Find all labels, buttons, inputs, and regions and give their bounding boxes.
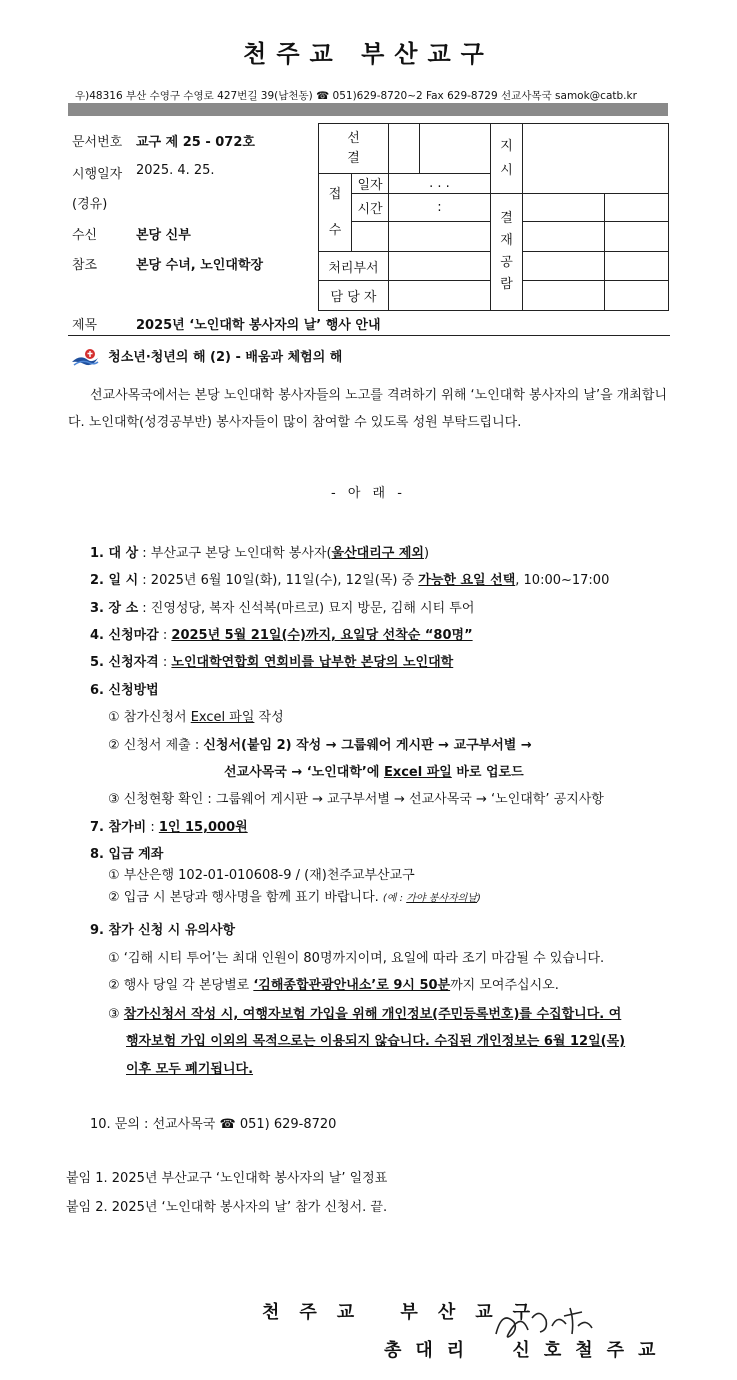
seongyeol-blank: [389, 124, 491, 174]
signature-title: 총대리: [384, 1340, 479, 1361]
notes-line-2-underline: ‘김해종합관광안내소’로 9시 50분: [253, 978, 451, 993]
notes-line-3-l3: 이후 모두 폐기됩니다.: [126, 1062, 254, 1077]
seongyeol-cell: 선 결: [319, 124, 389, 174]
address-line: 우)48316 부산 수영구 수영로 427번길 39(남천동) ☎ 051)629-8720~2 Fax 629-8729 선교사목국 samok@catb.kr: [75, 90, 637, 102]
signature-name: 신호철: [512, 1340, 607, 1361]
approval-slot-1: [523, 194, 605, 222]
item-notes: [90, 919, 235, 938]
date-value: 2025. 4. 25.: [136, 163, 215, 178]
item-method: [90, 679, 159, 698]
account-note-a: (예 :: [382, 893, 407, 904]
jeopsu-blank-2: [389, 222, 491, 252]
ilja-label: 일자: [352, 174, 389, 194]
item-datetime-text: : 2025년 6월 10일(화), 11일(수), 12일(목) 중: [138, 573, 419, 588]
below-marker: - 아 래 -: [331, 486, 406, 501]
account-line-2-text: ② 입금 시 본당과 행사명을 함께 표기 바랍니다.: [108, 890, 379, 905]
item-notes-label: 9. 참가 신청 시 유의사항: [90, 923, 236, 938]
approval-slot-8: [605, 281, 669, 311]
intro-paragraph: 선교사목국에서는 본당 노인대학 봉사자들의 노고를 격려하기 위해 ‘노인대학 봉사자의 날’을 개최합니다. 노인대학(성경공부반) 봉사자들이 많이 참여할 수 있도록 성원 부탁드립니다.: [68, 388, 668, 430]
item-fee: 7. 참가비 : 1인 15,000원: [90, 820, 248, 835]
doc-number-label: 문서번호: [72, 135, 123, 150]
via-label: (경유): [72, 197, 108, 212]
item-account: [90, 843, 163, 862]
method-step-2-bold: 신청서(붙임 2) 작성 → 그룹웨어 게시판 → 교구부서별 →: [203, 738, 532, 753]
item-datetime-underline: 가능한 요일 선택: [418, 573, 516, 588]
item-place-label: 3. 장 소: [90, 601, 139, 616]
jeopsu-blank-1: [352, 222, 389, 252]
account-note-b: ): [477, 893, 481, 904]
diocese-emblem-icon: [70, 348, 100, 368]
date-dots: . . .: [389, 174, 491, 194]
method-step-2d: 바로 업로드: [451, 765, 524, 780]
account-line-1: ① 부산은행 102-01-010608-9 / (재)천주교부산교구: [108, 868, 415, 883]
account-note: [383, 893, 481, 904]
method-step-2: [108, 734, 532, 753]
recipient-value: 본당 신부: [136, 228, 191, 243]
item-target-end: ): [423, 546, 430, 561]
item-account-label: 8. 입금 계좌: [90, 847, 164, 862]
motto-row: [70, 346, 342, 368]
time-colon: :: [389, 194, 491, 222]
reference-row: [72, 254, 264, 273]
approval-slot-5: [523, 252, 605, 281]
item-fee-underline: 1인 15,000원: [158, 820, 248, 835]
approval-stamp-table: [318, 123, 669, 311]
item-target-label: 1. 대 상: [90, 546, 139, 561]
method-step-2c: 선교사목국 → ‘노인대학’에: [224, 765, 384, 780]
subject-label: 제목: [72, 318, 98, 333]
approval-slot-4: [605, 222, 669, 252]
notes-line-3: [108, 1003, 621, 1022]
notes-line-1: ① ‘김해 시티 투어’는 최대 인원이 80명까지이며, 요일에 따라 조기 마감될 수 있습니다.: [108, 951, 605, 966]
item-deadline: 4. 신청마감 : 2025년 5월 21일(수)까지, 요일당 선착순 “80명”: [90, 628, 473, 643]
approval-slot-6: [605, 252, 669, 281]
notes-line-2-text: ② 행사 당일 각 본당별로: [108, 978, 254, 993]
notes-line-3-l1: 참가신청서 작성 시, 여행자보험 가입을 위해 개인정보(주민등록번호)를 수집합니다. 여: [123, 1007, 622, 1022]
recipient-label: 수신: [72, 228, 98, 243]
reference-label: 참조: [72, 258, 98, 273]
person-in-charge-value: [389, 281, 491, 311]
approval-slot-3: [523, 222, 605, 252]
notes-line-3-num: ③: [108, 1007, 124, 1022]
item-contact: 10. 문의 : 선교사목국 ☎ 051) 629-8720: [90, 1117, 337, 1132]
notes-line-3-cont2: [126, 1058, 253, 1077]
approval-slot-2: [605, 194, 669, 222]
jeopsu-cell: 접 수: [319, 174, 352, 252]
method-step-2-cont: [224, 761, 524, 780]
account-note-underline: 가야 봉사자의날: [406, 893, 478, 904]
item-place-text: : 진영성당, 복자 신석복(마르코) 묘지 방문, 김해 시티 투어: [138, 601, 475, 616]
item-method-label: 6. 신청방법: [90, 683, 159, 698]
recipient-row: [72, 224, 191, 243]
processing-dept-label: 처리부서: [319, 252, 389, 281]
doc-number-row: [72, 131, 255, 150]
item-deadline-underline: 2025년 5월 21일(수)까지, 요일당 선착순 “80명”: [171, 628, 473, 643]
signature-suffix: 주교: [606, 1340, 670, 1361]
method-step-1: [108, 706, 284, 725]
account-line-2: [108, 886, 481, 905]
item-datetime: [90, 569, 609, 588]
item-target: [90, 542, 429, 561]
sigan-label: 시간: [352, 194, 389, 222]
item-target-underline: 울산대리구 제외: [331, 546, 424, 561]
motto-text: 청소년·청년의 해 (2) - 배움과 체험의 해: [108, 350, 343, 365]
method-step-2-text: ② 신청서 제출 :: [108, 738, 204, 753]
person-in-charge-label: 담 당 자: [319, 281, 389, 311]
subject-value: 2025년 ‘노인대학 봉사자의 날’ 행사 안내: [136, 318, 381, 333]
item-place: [90, 597, 474, 616]
method-step-3: ③ 신청현황 확인 : 그룹웨어 게시판 → 교구부서별 → 선교사목국 → ‘노인대학’ 공지사항: [108, 792, 604, 807]
attachment-1: 붙임 1. 2025년 부산교구 ‘노인대학 봉사자의 날’ 일정표: [66, 1171, 388, 1186]
notes-line-2-end: 까지 모여주십시오.: [450, 978, 559, 993]
item-datetime-end: , 10:00~17:00: [515, 573, 610, 588]
approval-slot-7: [523, 281, 605, 311]
signature-org: 천주교 부산교구: [262, 1302, 550, 1323]
item-deadline-label: 4. 신청마감: [90, 628, 159, 643]
method-step-1-text: ① 참가신청서: [108, 710, 191, 725]
page-title: 천주교 부산교구: [243, 40, 494, 68]
handwritten-signature-icon: [488, 1300, 608, 1350]
reference-value: 본당 수녀, 노인대학장: [136, 258, 264, 273]
subject-rule: [68, 335, 670, 336]
processing-dept-value: [389, 252, 491, 281]
notes-line-2: [108, 974, 559, 993]
date-label: 시행일자: [72, 167, 123, 182]
notes-line-3-cont1: [126, 1030, 625, 1049]
item-eligibility: 5. 신청자격 : 노인대학연합회 연회비를 납부한 본당의 노인대학: [90, 655, 454, 670]
jisi-blank: [523, 124, 669, 194]
notes-line-3-l2: 행자보험 가입 이외의 목적으로는 이용되지 않습니다. 수집된 개인정보는 6월 12일(목): [126, 1034, 626, 1049]
method-step-1-underline: Excel 파일: [190, 710, 255, 725]
item-eligibility-label: 5. 신청자격: [90, 655, 159, 670]
subject-row: [72, 314, 381, 333]
approval-cell: 결 재 공 람: [491, 194, 523, 311]
item-eligibility-underline: 노인대학연합회 연회비를 납부한 본당의 노인대학: [171, 655, 454, 670]
method-step-2-underline: Excel 파일: [383, 765, 452, 780]
item-datetime-label: 2. 일 시: [90, 573, 139, 588]
doc-number-value: 교구 제 25 - 072호: [136, 135, 255, 150]
header-rule: [68, 103, 668, 116]
item-target-text: : 부산교구 본당 노인대학 봉사자(: [138, 546, 332, 561]
method-step-1-end: 작성: [254, 710, 284, 725]
jisi-cell: 지 시: [491, 124, 523, 194]
item-fee-label: 7. 참가비: [90, 820, 147, 835]
date-row: [72, 163, 215, 182]
attachment-2: 붙임 2. 2025년 ‘노인대학 봉사자의 날’ 참가 신청서. 끝.: [66, 1200, 388, 1215]
